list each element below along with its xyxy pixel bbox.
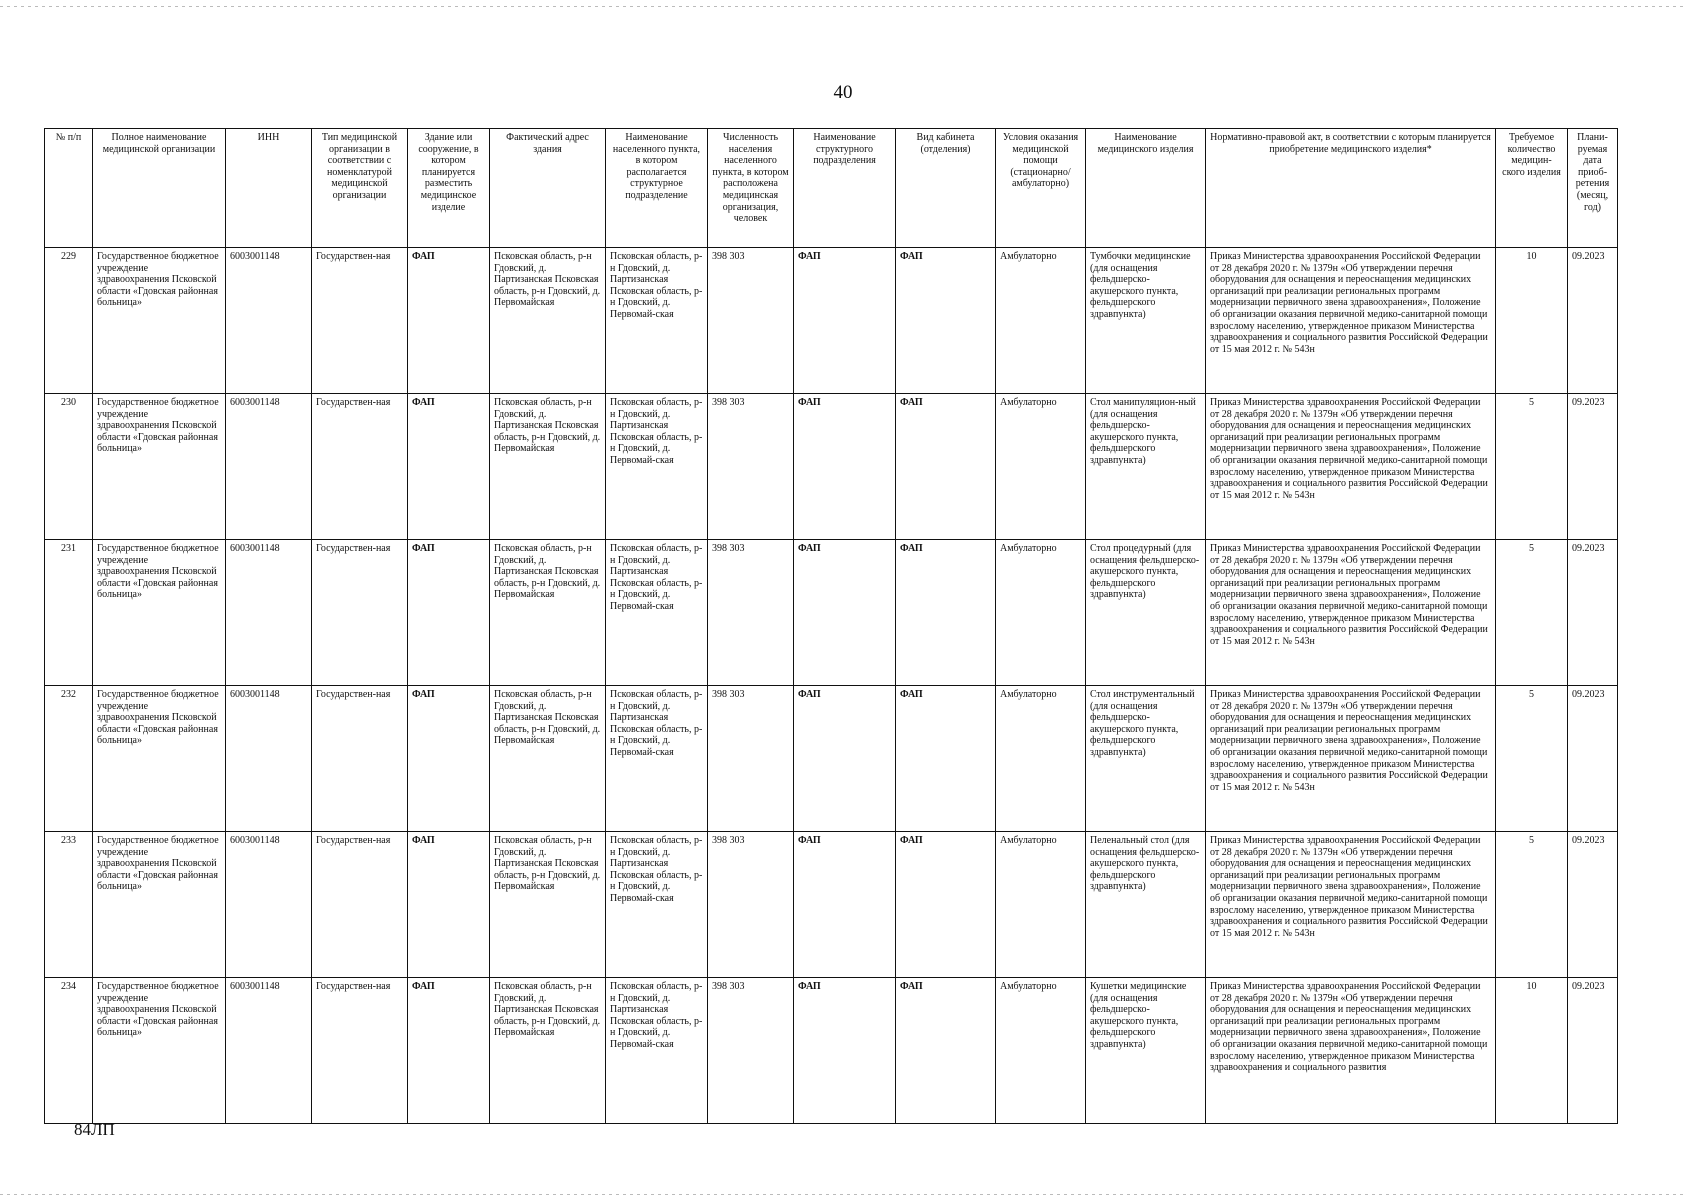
scan-edge-top xyxy=(0,6,1686,7)
population-cell: 398 303 xyxy=(708,248,794,394)
date-cell: 09.2023 xyxy=(1568,248,1618,394)
building-cell: ФАП xyxy=(408,248,490,394)
org-type: Государствен-ная xyxy=(312,686,408,832)
locality-cell: Псковская область, р-н Гдовский, д. Партизанская Псковская область, р-н Гдовский, д. Первомай-ская xyxy=(606,248,708,394)
org-name: Государственное бюджетное учреждение здравоохранения Псковской области «Гдовская районная больница» xyxy=(93,540,226,686)
conditions-cell: Амбулаторно xyxy=(996,540,1086,686)
row-number: 232 xyxy=(45,686,93,832)
table-row xyxy=(45,540,1618,686)
date-cell: 09.2023 xyxy=(1568,978,1618,1124)
device-cell: Стол манипуляцион-ный (для оснащения фельдшерско-акушерского пункта, фельдшерского здравпункта) xyxy=(1086,394,1206,540)
legal-act-cell: Приказ Министерства здравоохранения Российской Федерации от 28 декабря 2020 г. № 1379н «Об утверждении перечня оборудования для оснащения и переоснащения медицинских организаций при реализации региональных программ модернизации первичного звена здравоохранения», Положение об организации оказания первичной медико-санитарной помощи взрослому населению, утвержденное приказом Министерства здравоохранения и социального развития Российской Федерации от 15 мая 2012 г. № 543н xyxy=(1206,394,1496,540)
legal-act-cell: Приказ Министерства здравоохранения Российской Федерации от 28 декабря 2020 г. № 1379н «Об утверждении перечня оборудования для оснащения и переоснащения медицинских организаций при реализации региональных программ модернизации первичного звена здравоохранения», Положение об организации оказания первичной медико-санитарной помощи взрослому населению, утвержденное приказом Министерства здравоохранения и социального развития Российской Федерации от 15 мая 2012 г. № 543н xyxy=(1206,540,1496,686)
cabinet-cell: ФАП xyxy=(896,686,996,832)
conditions-cell: Амбулаторно xyxy=(996,248,1086,394)
building-cell: ФАП xyxy=(408,394,490,540)
org-name: Государственное бюджетное учреждение здравоохранения Псковской области «Гдовская районная больница» xyxy=(93,832,226,978)
unit-cell: ФАП xyxy=(794,686,896,832)
column-header: Условия оказания медицинской помощи (стационарно/ амбулаторно) xyxy=(996,129,1086,248)
quantity-cell: 5 xyxy=(1496,686,1568,832)
population-cell: 398 303 xyxy=(708,686,794,832)
locality-cell: Псковская область, р-н Гдовский, д. Партизанская Псковская область, р-н Гдовский, д. Первомай-ская xyxy=(606,394,708,540)
column-header: Наименование населенного пункта, в котором располагается структурное подразделение xyxy=(606,129,708,248)
unit-cell: ФАП xyxy=(794,832,896,978)
building-cell: ФАП xyxy=(408,978,490,1124)
column-header: Здание или сооружение, в котором планируется разместить медицинское изделие xyxy=(408,129,490,248)
device-cell: Тумбочки медицинские (для оснащения фельдшерско-акушерского пункта, фельдшерского здравпункта) xyxy=(1086,248,1206,394)
unit-cell: ФАП xyxy=(794,248,896,394)
table-row xyxy=(45,394,1618,540)
column-header: Плани-руемая дата приоб-ретения (месяц, год) xyxy=(1568,129,1618,248)
org-name: Государственное бюджетное учреждение здравоохранения Псковской области «Гдовская районная больница» xyxy=(93,686,226,832)
column-header: Наименование структурного подразделения xyxy=(794,129,896,248)
page-number: 40 xyxy=(833,82,853,103)
row-number: 229 xyxy=(45,248,93,394)
quantity-cell: 5 xyxy=(1496,540,1568,686)
row-number: 231 xyxy=(45,540,93,686)
cabinet-cell: ФАП xyxy=(896,540,996,686)
legal-act-cell: Приказ Министерства здравоохранения Российской Федерации от 28 декабря 2020 г. № 1379н «Об утверждении перечня оборудования для оснащения и переоснащения медицинских организаций при реализации региональных программ модернизации первичного звена здравоохранения», Положение об организации оказания первичной медико-санитарной помощи взрослому населению, утвержденное приказом Министерства здравоохранения и социального развития Российской Федерации от 15 мая 2012 г. № 543н xyxy=(1206,832,1496,978)
column-header: Наименование медицинского изделия xyxy=(1086,129,1206,248)
address-cell: Псковская область, р-н Гдовский, д. Партизанская Псковская область, р-н Гдовский, д. Первомайская xyxy=(490,540,606,686)
equipment-table xyxy=(44,128,1618,1124)
row-number: 233 xyxy=(45,832,93,978)
inn-cell: 6003001148 xyxy=(226,978,312,1124)
org-type: Государствен-ная xyxy=(312,832,408,978)
device-cell: Стол процедурный (для оснащения фельдшерско-акушерского пункта, фельдшерского здравпункта) xyxy=(1086,540,1206,686)
population-cell: 398 303 xyxy=(708,978,794,1124)
unit-cell: ФАП xyxy=(794,540,896,686)
org-name: Государственное бюджетное учреждение здравоохранения Псковской области «Гдовская районная больница» xyxy=(93,978,226,1124)
table-row xyxy=(45,978,1618,1124)
table-row xyxy=(45,248,1618,394)
column-header: Нормативно-правовой акт, в соответствии с которым планируется приобретение медицинского изделия* xyxy=(1206,129,1496,248)
inn-cell: 6003001148 xyxy=(226,394,312,540)
locality-cell: Псковская область, р-н Гдовский, д. Партизанская Псковская область, р-н Гдовский, д. Первомай-ская xyxy=(606,540,708,686)
address-cell: Псковская область, р-н Гдовский, д. Партизанская Псковская область, р-н Гдовский, д. Первомайская xyxy=(490,394,606,540)
locality-cell: Псковская область, р-н Гдовский, д. Партизанская Псковская область, р-н Гдовский, д. Первомай-ская xyxy=(606,686,708,832)
building-cell: ФАП xyxy=(408,832,490,978)
cabinet-cell: ФАП xyxy=(896,978,996,1124)
cabinet-cell: ФАП xyxy=(896,248,996,394)
org-name: Государственное бюджетное учреждение здравоохранения Псковской области «Гдовская районная больница» xyxy=(93,394,226,540)
footer-code: 84ЛП xyxy=(74,1120,115,1139)
column-header: Требуемое количество медицин-ского изделия xyxy=(1496,129,1568,248)
column-header: Тип медицинской организации в соответствии с номенклатурой медицинской организации xyxy=(312,129,408,248)
column-header: Вид кабинета (отделения) xyxy=(896,129,996,248)
address-cell: Псковская область, р-н Гдовский, д. Партизанская Псковская область, р-н Гдовский, д. Первомайская xyxy=(490,686,606,832)
column-header: № п/п xyxy=(45,129,93,248)
population-cell: 398 303 xyxy=(708,540,794,686)
conditions-cell: Амбулаторно xyxy=(996,978,1086,1124)
column-header: Численность населения населенного пункта, в котором расположена медицинская организация, человек xyxy=(708,129,794,248)
quantity-cell: 5 xyxy=(1496,394,1568,540)
date-cell: 09.2023 xyxy=(1568,686,1618,832)
org-name: Государственное бюджетное учреждение здравоохранения Псковской области «Гдовская районная больница» xyxy=(93,248,226,394)
inn-cell: 6003001148 xyxy=(226,248,312,394)
locality-cell: Псковская область, р-н Гдовский, д. Партизанская Псковская область, р-н Гдовский, д. Первомай-ская xyxy=(606,978,708,1124)
address-cell: Псковская область, р-н Гдовский, д. Партизанская Псковская область, р-н Гдовский, д. Первомайская xyxy=(490,978,606,1124)
org-type: Государствен-ная xyxy=(312,248,408,394)
inn-cell: 6003001148 xyxy=(226,686,312,832)
cabinet-cell: ФАП xyxy=(896,394,996,540)
locality-cell: Псковская область, р-н Гдовский, д. Партизанская Псковская область, р-н Гдовский, д. Первомай-ская xyxy=(606,832,708,978)
header-row xyxy=(45,129,1618,248)
quantity-cell: 10 xyxy=(1496,978,1568,1124)
column-header: Полное наименование медицинской организации xyxy=(93,129,226,248)
inn-cell: 6003001148 xyxy=(226,832,312,978)
unit-cell: ФАП xyxy=(794,394,896,540)
row-number: 234 xyxy=(45,978,93,1124)
device-cell: Кушетки медицинские (для оснащения фельдшерско-акушерского пункта, фельдшерского здравпункта) xyxy=(1086,978,1206,1124)
address-cell: Псковская область, р-н Гдовский, д. Партизанская Псковская область, р-н Гдовский, д. Первомайская xyxy=(490,248,606,394)
scan-edge-bottom xyxy=(0,1194,1686,1195)
equipment-table-container xyxy=(44,128,1617,1124)
population-cell: 398 303 xyxy=(708,394,794,540)
column-header: ИНН xyxy=(226,129,312,248)
table-row xyxy=(45,832,1618,978)
row-number: 230 xyxy=(45,394,93,540)
conditions-cell: Амбулаторно xyxy=(996,686,1086,832)
unit-cell: ФАП xyxy=(794,978,896,1124)
conditions-cell: Амбулаторно xyxy=(996,394,1086,540)
building-cell: ФАП xyxy=(408,686,490,832)
date-cell: 09.2023 xyxy=(1568,394,1618,540)
legal-act-cell: Приказ Министерства здравоохранения Российской Федерации от 28 декабря 2020 г. № 1379н «Об утверждении перечня оборудования для оснащения и переоснащения медицинских организаций при реализации региональных программ модернизации первичного звена здравоохранения», Положение об организации оказания первичной медико-санитарной помощи взрослому населению, утвержденное приказом Министерства здравоохранения и социального развития Российской Федерации от 15 мая 2012 г. № 543н xyxy=(1206,686,1496,832)
org-type: Государствен-ная xyxy=(312,394,408,540)
legal-act-cell: Приказ Министерства здравоохранения Российской Федерации от 28 декабря 2020 г. № 1379н «Об утверждении перечня оборудования для оснащения и переоснащения медицинских организаций при реализации региональных программ модернизации первичного звена здравоохранения», Положение об организации оказания первичной медико-санитарной помощи взрослому населению, утвержденное приказом Министерства здравоохранения и социального развития xyxy=(1206,978,1496,1124)
inn-cell: 6003001148 xyxy=(226,540,312,686)
table-body xyxy=(45,248,1618,1124)
conditions-cell: Амбулаторно xyxy=(996,832,1086,978)
org-type: Государствен-ная xyxy=(312,540,408,686)
column-header: Фактический адрес здания xyxy=(490,129,606,248)
population-cell: 398 303 xyxy=(708,832,794,978)
address-cell: Псковская область, р-н Гдовский, д. Партизанская Псковская область, р-н Гдовский, д. Первомайская xyxy=(490,832,606,978)
date-cell: 09.2023 xyxy=(1568,540,1618,686)
quantity-cell: 5 xyxy=(1496,832,1568,978)
date-cell: 09.2023 xyxy=(1568,832,1618,978)
org-type: Государствен-ная xyxy=(312,978,408,1124)
legal-act-cell: Приказ Министерства здравоохранения Российской Федерации от 28 декабря 2020 г. № 1379н «Об утверждении перечня оборудования для оснащения и переоснащения медицинских организаций при реализации региональных программ модернизации первичного звена здравоохранения», Положение об организации оказания первичной медико-санитарной помощи взрослому населению, утвержденное приказом Министерства здравоохранения и социального развития Российской Федерации от 15 мая 2012 г. № 543н xyxy=(1206,248,1496,394)
device-cell: Пеленальный стол (для оснащения фельдшерско-акушерского пункта, фельдшерского здравпункта) xyxy=(1086,832,1206,978)
table-row xyxy=(45,686,1618,832)
building-cell: ФАП xyxy=(408,540,490,686)
cabinet-cell: ФАП xyxy=(896,832,996,978)
quantity-cell: 10 xyxy=(1496,248,1568,394)
device-cell: Стол инструментальный (для оснащения фельдшерско-акушерского пункта, фельдшерского здравпункта) xyxy=(1086,686,1206,832)
